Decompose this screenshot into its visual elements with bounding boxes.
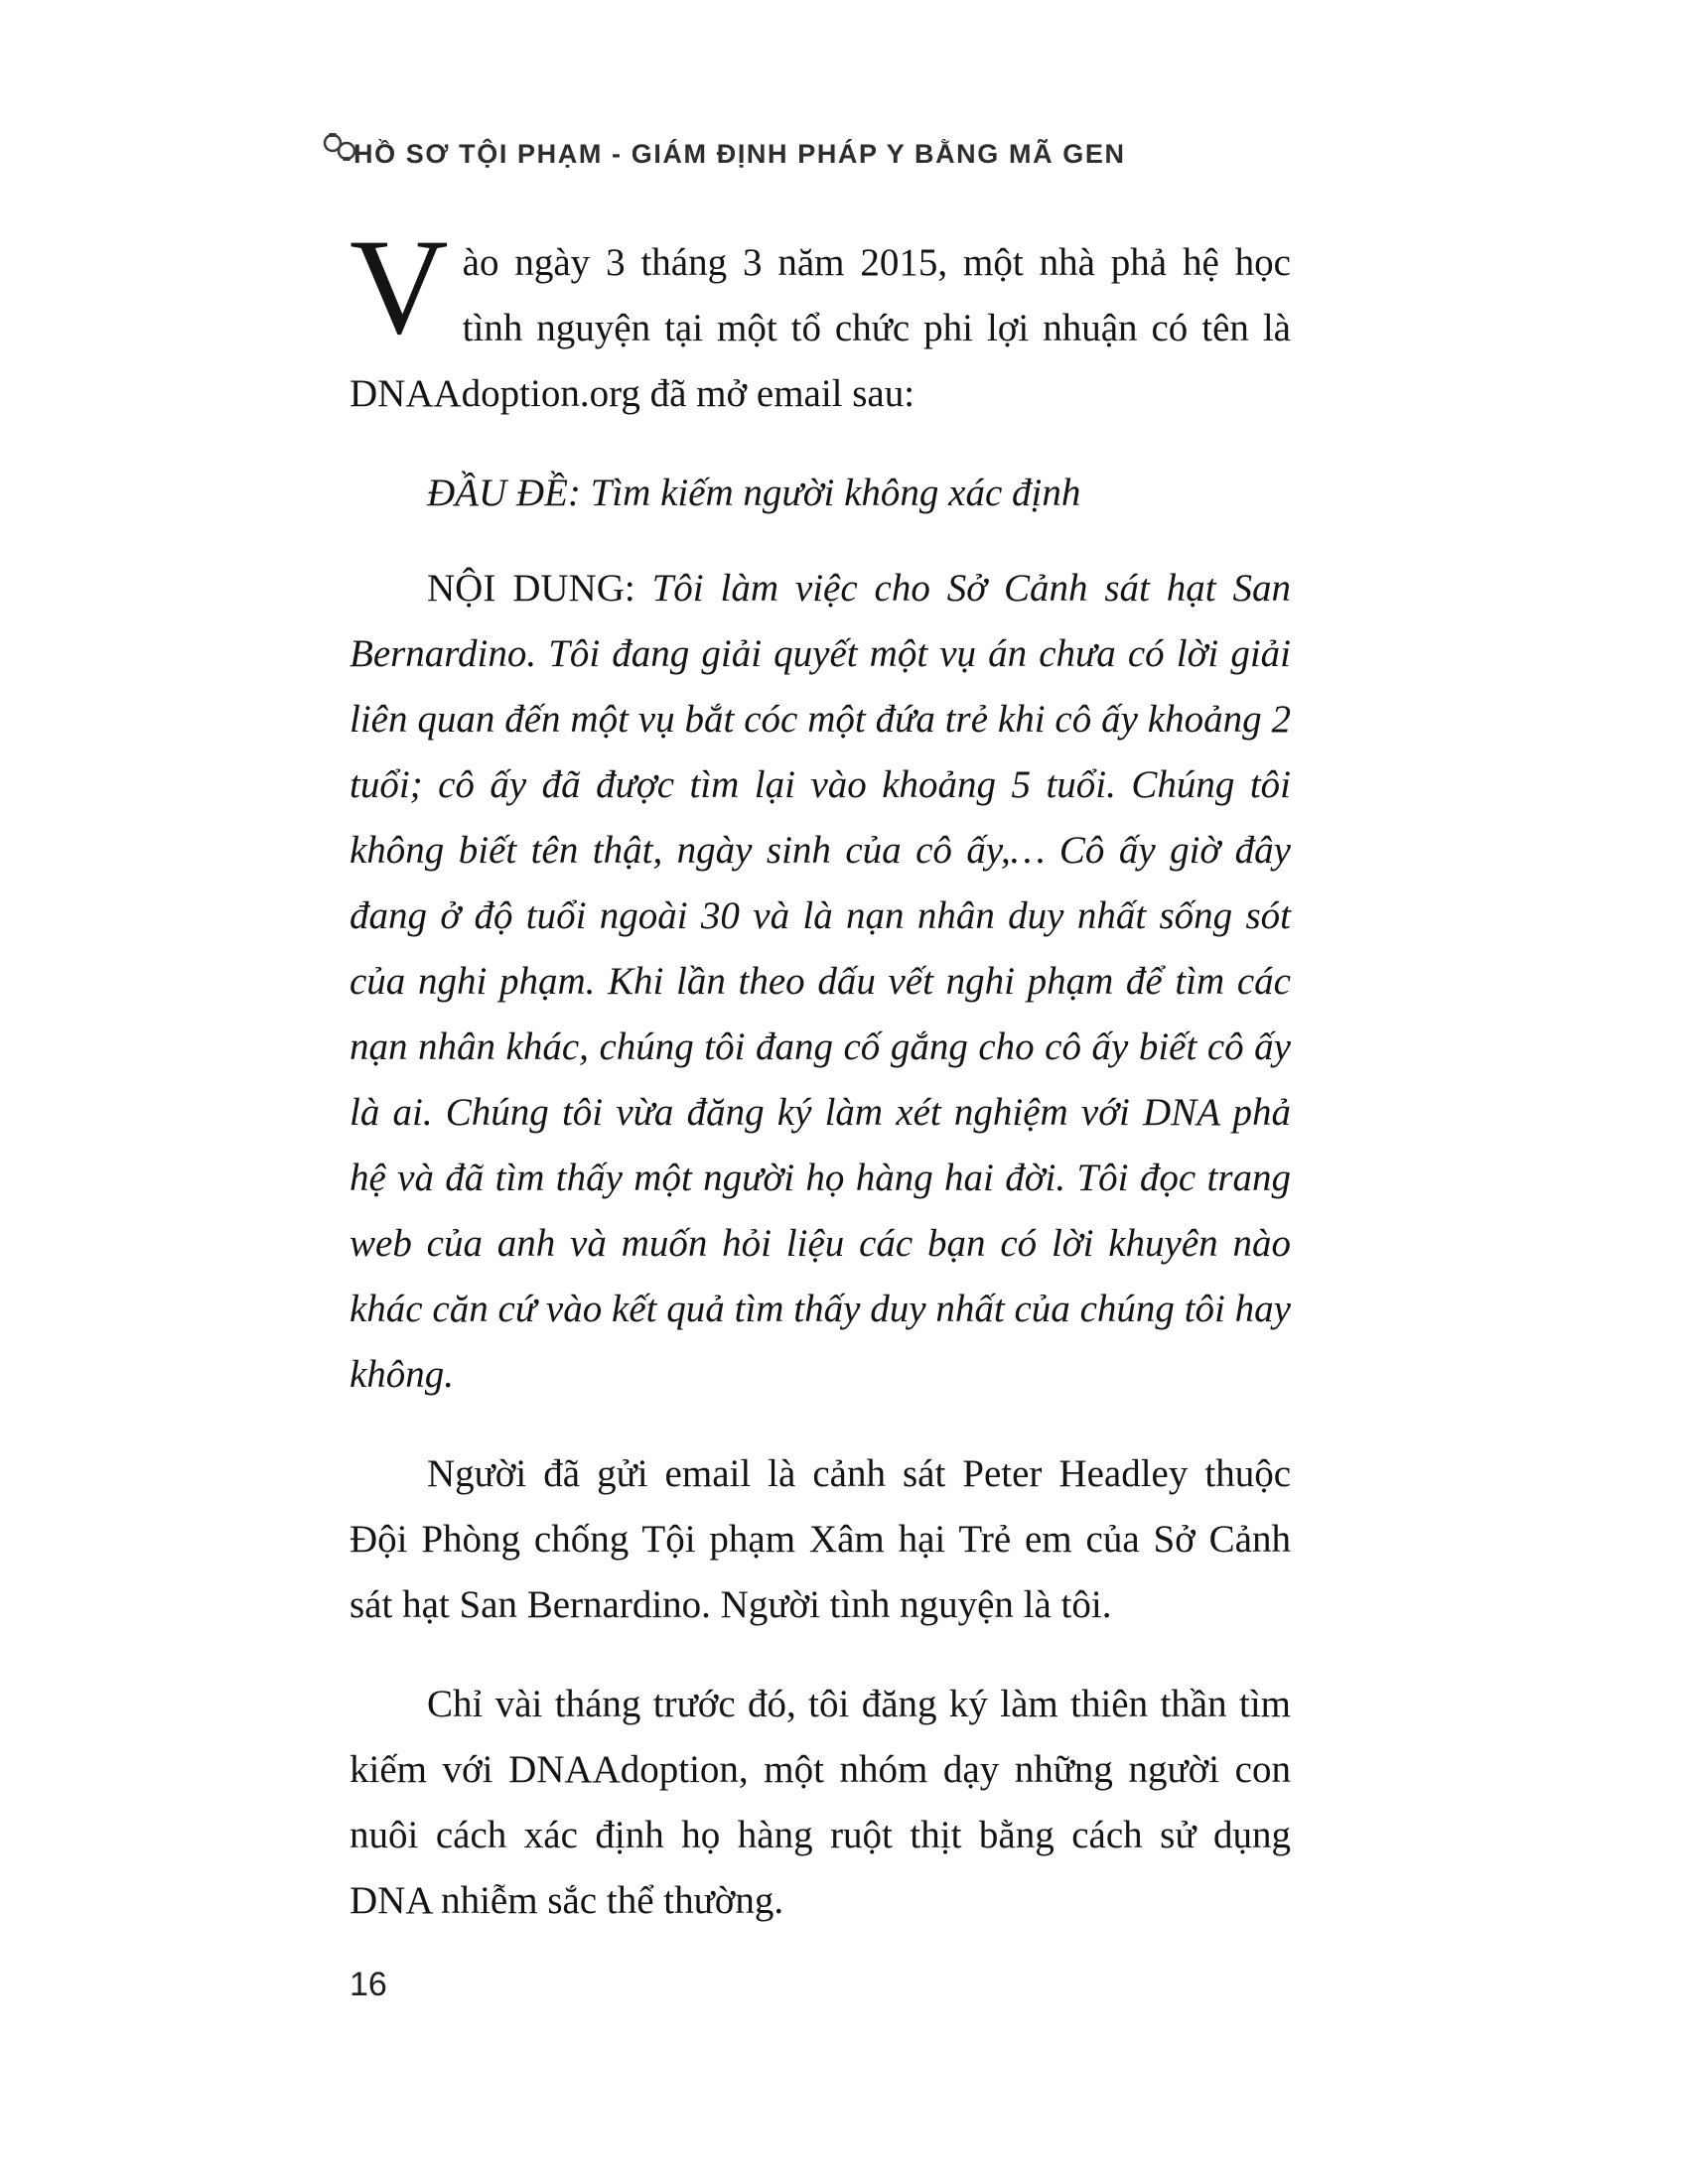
email-subject-text: ĐẦU ĐỀ: Tìm kiếm người không xác định <box>427 472 1081 514</box>
running-header <box>320 139 1126 170</box>
email-subject-line <box>350 461 1291 526</box>
page-body <box>350 210 1291 1968</box>
paragraph: Chỉ vài tháng trước đó, tôi đăng ký làm thiên thần tìm kiếm với DNAAdoption, một nhóm dạy những người con nuôi cách xác định họ hàng ruột thịt bằng cách sử dụng DNA nhiễm sắc thể thường. <box>350 1683 1291 1922</box>
paragraph: Người đã gửi email là cảnh sát Peter Headley thuộc Đội Phòng chống Tội phạm Xâm hại Trẻ em của Sở Cảnh sát hạt San Bernardino. Người tình nguyện là tôi. <box>350 1452 1291 1626</box>
opening-paragraph <box>350 210 1291 427</box>
opening-text: ào ngày 3 tháng 3 năm 2015, một nhà phả hệ học tình nguyện tại một tổ chức phi lợi nhuận có tên là DNAAdoption.org đã mở email sau: <box>350 241 1291 415</box>
email-body-paragraph <box>350 556 1291 1408</box>
email-body-label: NỘI DUNG: <box>427 567 652 610</box>
header-title: HỒ SƠ TỘI PHẠM - GIÁM ĐỊNH PHÁP Y BẰNG MÃ GEN <box>353 139 1126 169</box>
email-body-text: Tôi làm việc cho Sở Cảnh sát hạt San Bernardino. Tôi đang giải quyết một vụ án chưa có lời giải liên quan đến một vụ bắt cóc một đứa trẻ khi cô ấy khoảng 2 tuổi; cô ấy đã được tìm lại vào khoảng 5 tuổi. Chúng tôi không biết tên thật, ngày sinh của cô ấy,… Cô ấy giờ đây đang ở độ tuổi ngoài 30 và là nạn nhân duy nhất sống sót của nghi phạm. Khi lần theo dấu vết nghi phạm để tìm các nạn nhân khác, chúng tôi đang cố gắng cho cô ấy biết cô ấy là ai. Chúng tôi vừa đăng ký làm xét nghiệm với DNA phả hệ và đã tìm thấy một người họ hàng hai đời. Tôi đọc trang web của anh và muốn hỏi liệu các bạn có lời khuyên nào khác căn cứ vào kết quả tìm thấy duy nhất của chúng tôi hay không. <box>350 567 1291 1396</box>
page-number: 16 <box>350 1966 387 2003</box>
dropcap-letter: V <box>350 210 449 362</box>
